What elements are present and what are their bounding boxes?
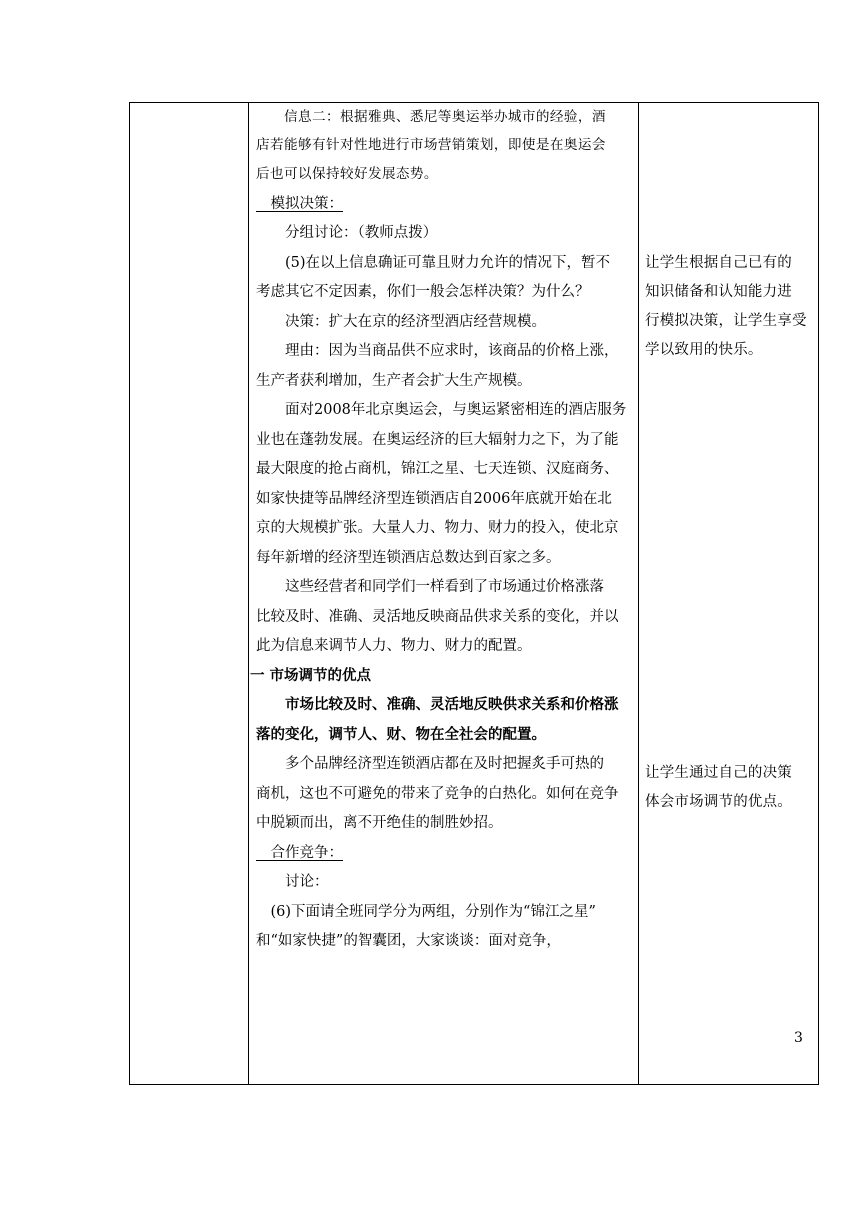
note-line: 学以致用的快乐。 (645, 342, 763, 358)
content-line: 讨论： (256, 874, 329, 890)
content-line: 考虑其它不定因素，你们一般会怎样决策？为什么？ (256, 284, 590, 300)
content-line: 比较及时、准确、灵活地反映商品供求关系的变化，并以 (256, 609, 619, 625)
content-line: 如家快捷等品牌经济型连锁酒店自2006年底就开始在北 (256, 491, 612, 507)
key-point-line: 落的变化，调节人、财、物在全社会的配置。 (256, 726, 546, 743)
content-line: 生产者获利增加，生产者会扩大生产规模。 (256, 373, 532, 389)
content-line: (6)下面请全班同学分为两组，分别作为“锦江之星” (256, 904, 596, 920)
content-line: 分组讨论：（教师点拨） (256, 225, 438, 241)
content-line: 面对2008年北京奥运会，与奥运紧密相连的酒店服务 (256, 402, 627, 418)
content-line: 决策：扩大在京的经济型酒店经营规模。 (256, 314, 546, 330)
content-line: 理由：因为当商品供不应求时，该商品的价格上涨， (256, 343, 619, 359)
content-line: 多个品牌经济型连锁酒店都在及时把握炙手可热的 (256, 756, 604, 772)
page-number: 3 (794, 1030, 803, 1046)
note-line: 让学生通过自己的决策 (645, 765, 792, 781)
content-line: 商机，这也不可避免的带来了竞争的白热化。如何在竞争 (256, 786, 619, 802)
note-line: 让学生根据自己已有的 (645, 255, 792, 271)
section-label-simulated-decision: 模拟决策： (256, 196, 343, 212)
content-line: 店若能够有针对性地进行市场营销策划，即使是在奥运会 (256, 137, 606, 153)
content-line: 中脱颖而出，离不开绝佳的制胜妙招。 (256, 815, 503, 831)
content-line: (5)在以上信息确证可靠且财力允许的情况下，暂不 (256, 255, 611, 271)
key-point-line: 市场比较及时、准确、灵活地反映供求关系和价格涨 (256, 696, 619, 713)
content-line: 每年新增的经济型连锁酒店总数达到百家之多。 (256, 550, 561, 566)
content-line: 最大限度的抢占商机，锦江之星、七天连锁、汉庭商务、 (256, 461, 619, 477)
column-divider-left (248, 103, 249, 1084)
heading-market-regulation-advantages: 一 市场调节的优点 (250, 667, 372, 684)
content-line: 后也可以保持较好发展态势。 (256, 166, 438, 182)
note-line: 体会市场调节的优点。 (645, 794, 792, 810)
content-line: 和“如家快捷”的智囊团，大家谈谈：面对竞争， (256, 933, 561, 949)
note-line: 行模拟决策，让学生享受 (645, 313, 807, 329)
content-line: 京的大规模扩张。大量人力、物力、财力的投入，使北京 (256, 520, 619, 536)
column-divider-right (638, 103, 639, 1084)
content-line: 此为信息来调节人力、物力、财力的配置。 (256, 638, 532, 654)
content-line: 业也在蓬勃发展。在奥运经济的巨大辐射力之下，为了能 (256, 432, 619, 448)
content-line: 信息二：根据雅典、悉尼等奥运举办城市的经验，酒 (256, 109, 606, 125)
note-line: 知识储备和认知能力进 (645, 284, 792, 300)
section-label-cooperative-competition: 合作竞争： (256, 845, 343, 861)
content-line: 这些经营者和同学们一样看到了市场通过价格涨落 (256, 579, 604, 595)
lesson-table (129, 102, 819, 1085)
